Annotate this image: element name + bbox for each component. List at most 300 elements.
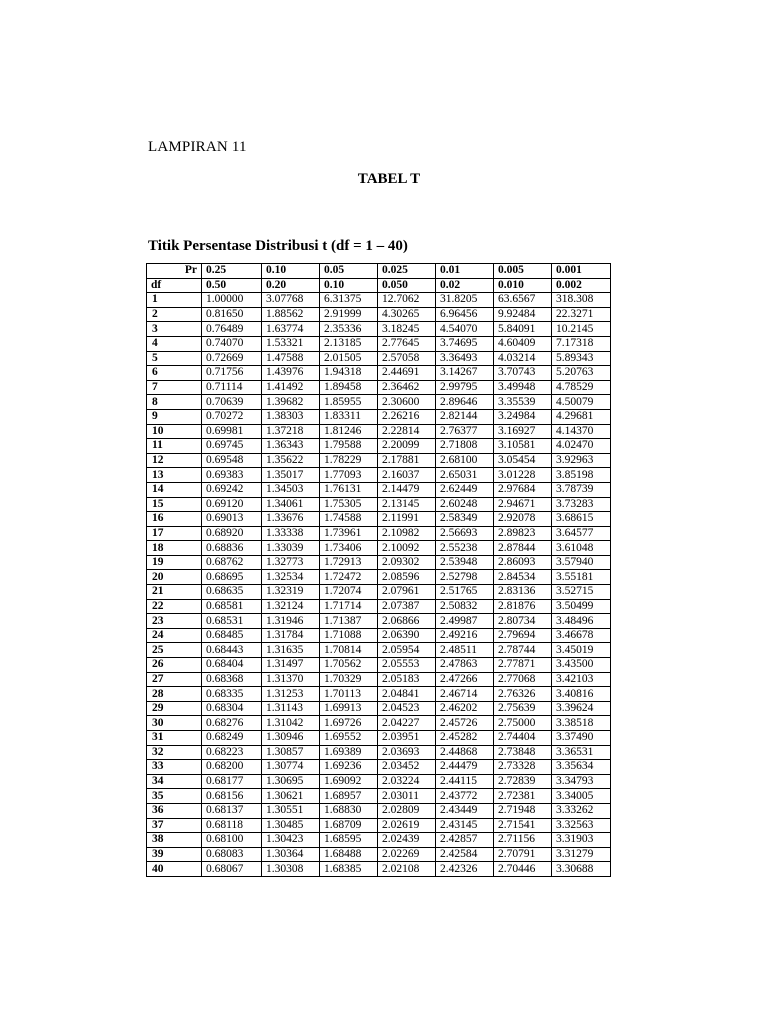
table-cell: 2.03452 [378,760,436,775]
table-cell: 3.37490 [552,731,611,746]
table-cell: 2.80734 [494,614,552,629]
table-cell: 1.33676 [262,512,320,527]
df-cell: 37 [147,818,202,833]
table-row [147,395,611,410]
df-cell: 32 [147,745,202,760]
table-cell: 2.50832 [436,599,494,614]
table-cell: 2.81876 [494,599,552,614]
table-cell: 1.68488 [320,847,378,862]
table-cell: 3.46678 [552,628,611,643]
page-title: TABEL T [357,171,421,187]
table-cell: 1.70329 [320,672,378,687]
table-row [147,351,611,366]
table-cell: 0.68276 [202,716,262,731]
table-cell: 2.72381 [494,789,552,804]
table-cell: 4.29681 [552,409,611,424]
df-cell: 16 [147,512,202,527]
table-cell: 2.02809 [378,803,436,818]
appendix-label: LAMPIRAN 11 [148,139,247,155]
table-cell: 1.32319 [262,585,320,600]
table-cell: 0.68443 [202,643,262,658]
table-cell: 3.43500 [552,658,611,673]
table-cell: 22.3271 [552,307,611,322]
table-row [147,760,611,775]
table-cell: 0.74070 [202,336,262,351]
table-cell: 0.68335 [202,687,262,702]
table-cell: 1.94318 [320,366,378,381]
table-row [147,687,611,702]
df-cell: 19 [147,555,202,570]
table-cell: 1.32124 [262,599,320,614]
table-cell: 2.58349 [436,512,494,527]
table-cell: 2.46714 [436,687,494,702]
table-cell: 0.68836 [202,541,262,556]
df-cell: 40 [147,862,202,877]
df-cell: 11 [147,439,202,454]
table-cell: 0.81650 [202,307,262,322]
table-row [147,862,611,877]
table-cell: 2.71156 [494,833,552,848]
table-row [147,803,611,818]
table-cell: 5.20763 [552,366,611,381]
table-cell: 2.35336 [320,322,378,337]
table-cell: 2.48511 [436,643,494,658]
table-cell: 2.71541 [494,818,552,833]
table-cell: 0.68249 [202,731,262,746]
table-cell: 3.40816 [552,687,611,702]
table-cell: 1.31946 [262,614,320,629]
table-cell: 1.72472 [320,570,378,585]
table-cell: 3.36531 [552,745,611,760]
table-cell: 0.68485 [202,628,262,643]
df-cell: 30 [147,716,202,731]
table-row [147,643,611,658]
table-cell: 2.77645 [378,336,436,351]
table-cell: 2.07387 [378,599,436,614]
pr-value: 0.005 [494,264,552,279]
table-cell: 0.68200 [202,760,262,775]
table-cell: 1.31784 [262,628,320,643]
table-cell: 2.44479 [436,760,494,775]
df-cell: 9 [147,409,202,424]
table-row [147,482,611,497]
table-row [147,599,611,614]
table-cell: 2.02439 [378,833,436,848]
table-cell: 1.43976 [262,366,320,381]
table-cell: 2.06390 [378,628,436,643]
table-cell: 2.76326 [494,687,552,702]
two-tailed-value: 0.010 [494,278,552,293]
table-cell: 2.02619 [378,818,436,833]
table-cell: 0.68304 [202,701,262,716]
table-cell: 2.13185 [320,336,378,351]
table-cell: 2.44691 [378,366,436,381]
table-cell: 2.86093 [494,555,552,570]
table-cell: 1.74588 [320,512,378,527]
table-cell: 2.05553 [378,658,436,673]
table-cell: 2.11991 [378,512,436,527]
table-cell: 2.49987 [436,614,494,629]
table-cell: 3.92963 [552,453,611,468]
df-cell: 2 [147,307,202,322]
table-row [147,468,611,483]
table-cell: 1.89458 [320,380,378,395]
table-cell: 0.68762 [202,555,262,570]
table-cell: 0.68177 [202,774,262,789]
table-row [147,774,611,789]
table-cell: 0.68581 [202,599,262,614]
table-cell: 2.60248 [436,497,494,512]
table-cell: 4.30265 [378,307,436,322]
table-cell: 4.50079 [552,395,611,410]
table-cell: 2.70791 [494,847,552,862]
table-cell: 1.30774 [262,760,320,775]
table-cell: 0.70639 [202,395,262,410]
table-cell: 1.31370 [262,672,320,687]
table-cell: 4.54070 [436,322,494,337]
table-cell: 2.77871 [494,658,552,673]
table-cell: 0.68067 [202,862,262,877]
table-row [147,336,611,351]
table-cell: 1.71088 [320,628,378,643]
table-cell: 9.92484 [494,307,552,322]
table-cell: 0.69745 [202,439,262,454]
table-row [147,512,611,527]
table-row [147,526,611,541]
table-cell: 3.42103 [552,672,611,687]
table-cell: 3.70743 [494,366,552,381]
table-cell: 2.83136 [494,585,552,600]
table-cell: 2.71808 [436,439,494,454]
table-cell: 1.68830 [320,803,378,818]
table-cell: 2.72839 [494,774,552,789]
table-cell: 3.07768 [262,293,320,308]
df-cell: 23 [147,614,202,629]
table-cell: 2.75000 [494,716,552,731]
pr-value: 0.25 [202,264,262,279]
table-cell: 2.55238 [436,541,494,556]
table-row [147,555,611,570]
table-cell: 2.09302 [378,555,436,570]
table-cell: 2.79694 [494,628,552,643]
table-cell: 1.71387 [320,614,378,629]
table-row [147,453,611,468]
pr-value: 0.10 [262,264,320,279]
table-cell: 2.45726 [436,716,494,731]
table-cell: 63.6567 [494,293,552,308]
df-cell: 22 [147,599,202,614]
table-cell: 0.69242 [202,482,262,497]
table-row [147,585,611,600]
table-cell: 1.68709 [320,818,378,833]
table-cell: 1.30364 [262,847,320,862]
table-caption: Titik Persentase Distribusi t (df = 1 – 40) [148,238,408,254]
table-row [147,424,611,439]
table-cell: 0.69120 [202,497,262,512]
table-cell: 2.92078 [494,512,552,527]
table-cell: 1.34061 [262,497,320,512]
table-row [147,731,611,746]
table-cell: 2.03011 [378,789,436,804]
df-cell: 24 [147,628,202,643]
table-cell: 3.39624 [552,701,611,716]
table-cell: 2.07961 [378,585,436,600]
table-cell: 3.48496 [552,614,611,629]
df-cell: 39 [147,847,202,862]
table-row [147,293,611,308]
table-cell: 3.74695 [436,336,494,351]
table-cell: 2.02269 [378,847,436,862]
table-row [147,366,611,381]
table-cell: 3.34793 [552,774,611,789]
table-cell: 2.62449 [436,482,494,497]
table-cell: 2.89646 [436,395,494,410]
table-cell: 1.71714 [320,599,378,614]
table-row [147,716,611,731]
df-cell: 25 [147,643,202,658]
table-row [147,789,611,804]
table-cell: 3.16927 [494,424,552,439]
table-cell: 7.17318 [552,336,611,351]
table-cell: 2.75639 [494,701,552,716]
df-cell: 21 [147,585,202,600]
table-row [147,307,611,322]
table-cell: 4.02470 [552,439,611,454]
table-cell: 6.96456 [436,307,494,322]
table-cell: 318.308 [552,293,611,308]
df-cell: 27 [147,672,202,687]
table-cell: 2.91999 [320,307,378,322]
table-cell: 1.33039 [262,541,320,556]
table-cell: 2.30600 [378,395,436,410]
table-cell: 2.57058 [378,351,436,366]
table-cell: 1.78229 [320,453,378,468]
table-cell: 0.68920 [202,526,262,541]
table-cell: 0.70272 [202,409,262,424]
two-tailed-value: 0.050 [378,278,436,293]
table-cell: 1.30423 [262,833,320,848]
table-row [147,658,611,673]
table-cell: 5.84091 [494,322,552,337]
df-cell: 35 [147,789,202,804]
table-row [147,439,611,454]
table-row [147,497,611,512]
table-row [147,628,611,643]
table-cell: 0.68223 [202,745,262,760]
table-cell: 1.31253 [262,687,320,702]
table-cell: 2.20099 [378,439,436,454]
table-cell: 1.69726 [320,716,378,731]
table-cell: 2.47266 [436,672,494,687]
two-tailed-value: 0.002 [552,278,611,293]
table-cell: 1.76131 [320,482,378,497]
table-cell: 3.49948 [494,380,552,395]
table-cell: 0.68100 [202,833,262,848]
table-cell: 1.70562 [320,658,378,673]
table-cell: 2.76377 [436,424,494,439]
df-cell: 36 [147,803,202,818]
df-cell: 26 [147,658,202,673]
table-cell: 1.37218 [262,424,320,439]
table-cell: 1.35622 [262,453,320,468]
table-cell: 2.99795 [436,380,494,395]
df-cell: 10 [147,424,202,439]
table-row [147,745,611,760]
table-cell: 3.30688 [552,862,611,877]
df-cell: 6 [147,366,202,381]
table-cell: 2.26216 [378,409,436,424]
table-cell: 1.68595 [320,833,378,848]
table-cell: 2.04227 [378,716,436,731]
header-row-two-tailed [147,278,611,293]
table-cell: 3.24984 [494,409,552,424]
table-cell: 0.68156 [202,789,262,804]
table-cell: 0.69981 [202,424,262,439]
table-cell: 1.77093 [320,468,378,483]
table-cell: 1.32773 [262,555,320,570]
table-cell: 3.50499 [552,599,611,614]
table-cell: 2.73848 [494,745,552,760]
table-cell: 1.33338 [262,526,320,541]
df-cell: 34 [147,774,202,789]
table-cell: 3.32563 [552,818,611,833]
table-cell: 0.76489 [202,322,262,337]
table-cell: 3.01228 [494,468,552,483]
table-row [147,847,611,862]
table-row [147,570,611,585]
table-cell: 3.31279 [552,847,611,862]
table-cell: 0.68635 [202,585,262,600]
table-cell: 2.89823 [494,526,552,541]
table-cell: 2.51765 [436,585,494,600]
table-cell: 1.30695 [262,774,320,789]
table-cell: 2.16037 [378,468,436,483]
table-cell: 3.36493 [436,351,494,366]
table-cell: 3.14267 [436,366,494,381]
table-cell: 0.68083 [202,847,262,862]
df-header-label: df [147,278,202,293]
table-cell: 1.32534 [262,570,320,585]
table-cell: 1.70113 [320,687,378,702]
table-cell: 3.52715 [552,585,611,600]
table-cell: 2.43449 [436,803,494,818]
table-cell: 1.69236 [320,760,378,775]
table-cell: 2.49216 [436,628,494,643]
df-cell: 15 [147,497,202,512]
table-cell: 31.8205 [436,293,494,308]
table-row [147,380,611,395]
table-cell: 2.56693 [436,526,494,541]
table-cell: 2.04523 [378,701,436,716]
table-cell: 12.7062 [378,293,436,308]
table-cell: 1.31497 [262,658,320,673]
df-cell: 31 [147,731,202,746]
table-cell: 3.55181 [552,570,611,585]
table-cell: 0.69548 [202,453,262,468]
table-cell: 3.35539 [494,395,552,410]
table-cell: 0.68137 [202,803,262,818]
table-cell: 0.69383 [202,468,262,483]
table-cell: 3.73283 [552,497,611,512]
table-cell: 1.47588 [262,351,320,366]
table-cell: 6.31375 [320,293,378,308]
table-cell: 2.05954 [378,643,436,658]
table-cell: 3.34005 [552,789,611,804]
table-cell: 3.61048 [552,541,611,556]
table-cell: 1.53321 [262,336,320,351]
table-cell: 0.71756 [202,366,262,381]
table-row [147,322,611,337]
table-cell: 10.2145 [552,322,611,337]
table-row [147,833,611,848]
table-cell: 1.34503 [262,482,320,497]
table-cell: 0.69013 [202,512,262,527]
table-cell: 2.10092 [378,541,436,556]
pr-value: 0.01 [436,264,494,279]
table-cell: 2.05183 [378,672,436,687]
table-cell: 1.30551 [262,803,320,818]
table-cell: 2.43772 [436,789,494,804]
table-cell: 1.83311 [320,409,378,424]
table-cell: 2.78744 [494,643,552,658]
table-cell: 3.31903 [552,833,611,848]
table-cell: 2.03951 [378,731,436,746]
table-cell: 1.35017 [262,468,320,483]
table-cell: 1.30308 [262,862,320,877]
table-cell: 0.68695 [202,570,262,585]
df-cell: 7 [147,380,202,395]
table-cell: 1.39682 [262,395,320,410]
two-tailed-value: 0.02 [436,278,494,293]
table-cell: 2.02108 [378,862,436,877]
table-cell: 2.42584 [436,847,494,862]
table-cell: 1.69552 [320,731,378,746]
pr-value: 0.05 [320,264,378,279]
table-cell: 1.72913 [320,555,378,570]
df-cell: 28 [147,687,202,702]
table-cell: 3.35634 [552,760,611,775]
table-cell: 2.94671 [494,497,552,512]
table-cell: 2.53948 [436,555,494,570]
table-cell: 1.73961 [320,526,378,541]
table-cell: 1.68385 [320,862,378,877]
df-cell: 5 [147,351,202,366]
df-cell: 4 [147,336,202,351]
table-cell: 2.68100 [436,453,494,468]
table-cell: 1.38303 [262,409,320,424]
table-cell: 5.89343 [552,351,611,366]
table-cell: 2.44868 [436,745,494,760]
table-cell: 2.97684 [494,482,552,497]
pr-header-label: Pr [147,264,202,279]
table-cell: 1.79588 [320,439,378,454]
table-cell: 2.45282 [436,731,494,746]
df-cell: 13 [147,468,202,483]
table-cell: 1.31143 [262,701,320,716]
table-cell: 2.14479 [378,482,436,497]
table-cell: 0.72669 [202,351,262,366]
table-cell: 2.10982 [378,526,436,541]
df-cell: 38 [147,833,202,848]
table-cell: 1.69389 [320,745,378,760]
two-tailed-value: 0.10 [320,278,378,293]
df-cell: 29 [147,701,202,716]
table-cell: 1.81246 [320,424,378,439]
df-cell: 8 [147,395,202,410]
table-cell: 1.85955 [320,395,378,410]
table-cell: 0.68531 [202,614,262,629]
two-tailed-value: 0.50 [202,278,262,293]
